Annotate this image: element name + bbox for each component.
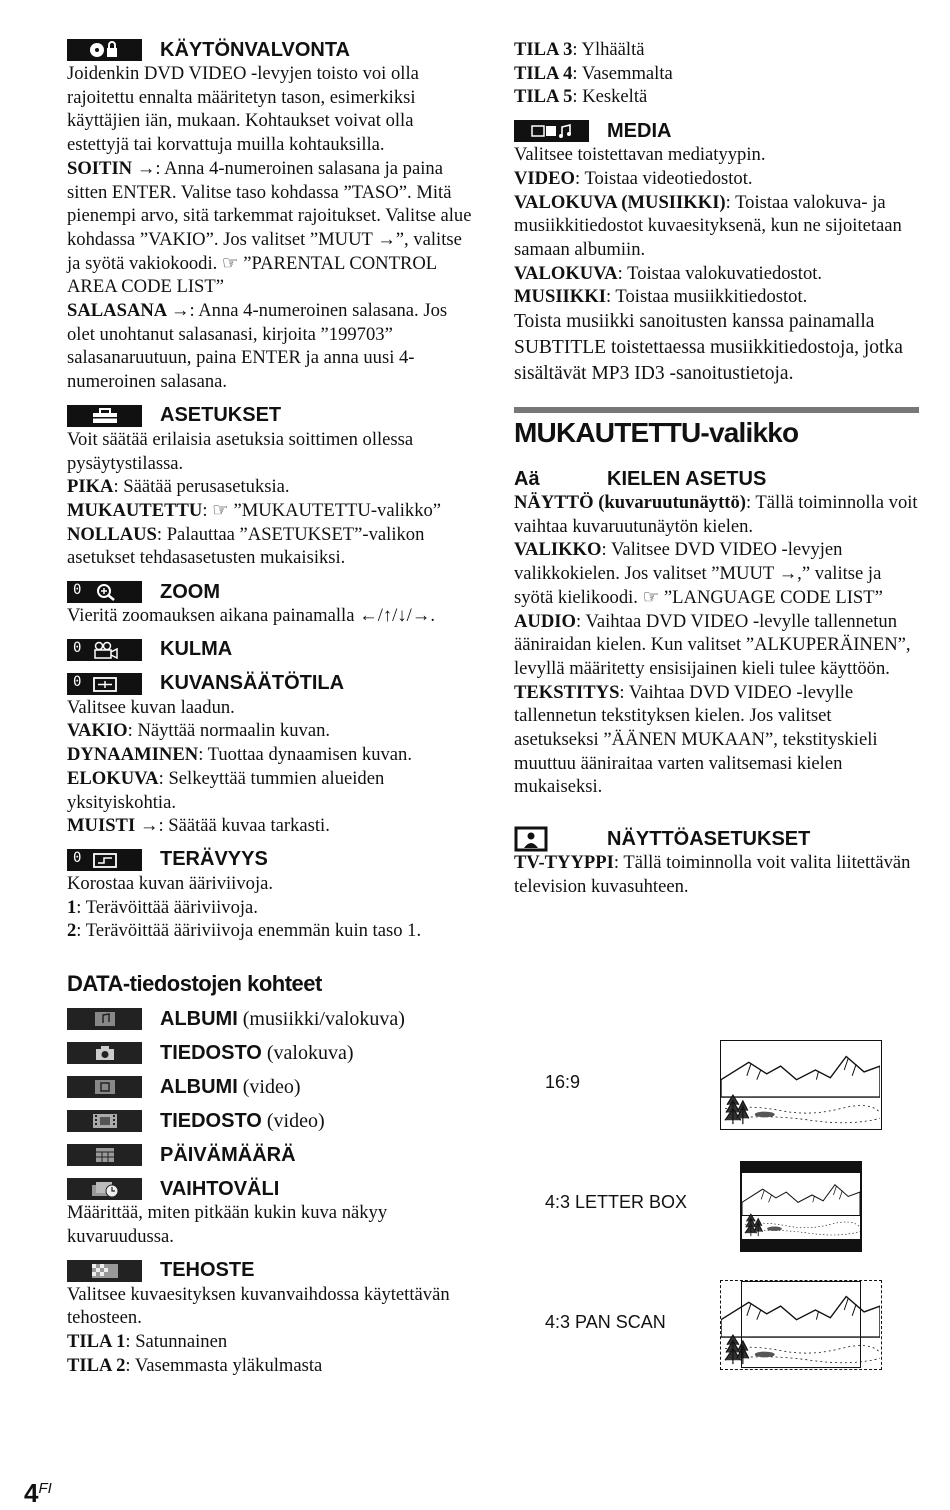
left-column	[67, 38, 477, 1377]
asetukset-pika	[67, 475, 477, 499]
term-text: : Ylhäältä	[572, 39, 645, 60]
section-tehoste	[67, 1259, 477, 1283]
item-title-main: VAIHTOVÄLI	[160, 1177, 280, 1200]
term-label: TV-TYYPPI	[514, 852, 614, 874]
term-label: ELOKUVA	[67, 767, 159, 789]
effect-checker-icon	[67, 1260, 142, 1282]
item-title-main: ALBUMI	[160, 1007, 238, 1030]
term-text: : Tuottaa dynaamisen kuvan.	[198, 744, 412, 766]
item-title-rest: (video)	[261, 1109, 325, 1132]
kv-soitin	[67, 157, 477, 299]
kuvansaato-intro: Valitsee kuvan laadun.	[67, 696, 235, 718]
media-video	[514, 167, 919, 191]
section-teravyys	[67, 848, 477, 872]
kuvansaato-vakio	[67, 719, 477, 743]
tv-option-label: 16:9	[545, 1072, 581, 1092]
data-item-album-music	[67, 1007, 477, 1031]
term-label: DYNAAMINEN	[67, 744, 199, 766]
term-text: : Valitsee DVD VIDEO -levyjen valikkokielen. Jos valitset ”MUUT →,” valitse ja syötä kielikoodi. ☞ ”LANGUAGE CODE LIST”	[514, 539, 883, 608]
term-label: TILA 2	[67, 1354, 126, 1376]
tv-option-label: 4:3 LETTER BOX	[545, 1192, 688, 1212]
photo-camera-icon	[67, 1042, 142, 1064]
kuvansaato-muisti	[67, 814, 477, 838]
section-title: KULMA	[160, 638, 233, 661]
tehoste-tila2	[67, 1354, 477, 1378]
film-strip-icon	[67, 1110, 142, 1132]
album-music-icon	[67, 1008, 142, 1030]
tv-option-label: 4:3 PAN SCAN	[545, 1312, 666, 1332]
term-label: NÄYTTÖ (kuvaruutunäyttö)	[514, 492, 746, 514]
media-intro: Valitsee toistettavan mediatyypin.	[514, 144, 766, 166]
term-label: TILA 4	[514, 62, 573, 84]
data-item-file-video	[67, 1109, 477, 1133]
letterbox-picture	[742, 1173, 860, 1239]
media-type-icon	[514, 120, 589, 142]
section-kielen-asetus	[514, 467, 919, 491]
data-items-heading: DATA-tiedostojen kohteet	[67, 971, 322, 997]
term-text: : Säätää perusasetuksia.	[113, 476, 290, 498]
tv-letterbox-illustration	[740, 1161, 862, 1252]
item-title-rest: (video)	[237, 1075, 301, 1098]
term-label: MUISTI →	[67, 815, 159, 837]
term-text: : Tällä toiminnolla voit valita liitettävän television kuvasuhteen.	[514, 852, 911, 897]
item-title	[160, 1008, 405, 1031]
term-text: : Toistaa musiikkitiedostot.	[605, 286, 808, 308]
term-label: MUKAUTETTU	[67, 499, 203, 521]
item-title-main: TIEDOSTO	[160, 1109, 262, 1132]
section-title: KIELEN ASETUS	[607, 467, 767, 490]
section-kayttonvalvonta	[67, 38, 477, 62]
tila5-line	[514, 85, 919, 109]
teravyys-level2	[67, 919, 477, 943]
media-valokuva-musiikki	[514, 191, 919, 262]
kielen-naytto	[514, 491, 919, 538]
term-label: SALASANA →	[67, 300, 190, 322]
section-title: TERÄVYYS	[160, 848, 268, 871]
tehoste-tila1	[67, 1330, 477, 1354]
page-number-value: 4	[24, 1478, 39, 1508]
page-number	[24, 1478, 52, 1509]
term-text: : Selkeyttää tummien alueiden yksityiskohtia.	[67, 767, 385, 813]
section-title: NÄYTTÖASETUKSET	[607, 827, 811, 850]
item-title-main: TIEDOSTO	[160, 1041, 262, 1064]
section-nayttoasetukset	[514, 827, 919, 851]
term-label: 2	[67, 920, 77, 942]
section-asetukset	[67, 404, 477, 428]
term-text: : Toistaa valokuvatiedostot.	[617, 262, 823, 284]
language-icon-glyph: Aä	[514, 467, 540, 490]
item-title	[160, 1110, 325, 1133]
term-label: VALIKKO	[514, 539, 602, 561]
data-item-album-video	[67, 1075, 477, 1099]
term-text: : ☞ ”MUKAUTETTU-valikko”	[202, 499, 442, 521]
term-label: SOITIN →	[67, 157, 156, 179]
term-text: : Vasemmalta	[572, 62, 673, 84]
term-label: VALOKUVA (MUSIIKKI)	[514, 191, 726, 213]
kuvansaato-elokuva	[67, 767, 477, 814]
teravyys-intro: Korostaa kuvan ääriviivoja.	[67, 872, 274, 894]
term-label: NOLLAUS	[67, 523, 157, 545]
term-label: VAKIO	[67, 720, 128, 742]
data-item-file-photo	[67, 1041, 477, 1065]
vaihtovali-text: Määrittää, miten pitkään kukin kuva näkyy kuvaruudussa.	[67, 1202, 388, 1247]
term-text: : Keskeltä	[572, 86, 648, 108]
term-text: : Säätää kuvaa tarkasti.	[158, 815, 330, 837]
tila4-line	[514, 62, 919, 86]
item-title-main: ALBUMI	[160, 1075, 238, 1098]
item-title-main: PÄIVÄMÄÄRÄ	[160, 1143, 296, 1166]
term-label: MUSIIKKI	[514, 286, 606, 308]
term-label: TILA 1	[67, 1330, 126, 1352]
section-title: ZOOM	[160, 580, 220, 603]
term-label: TILA 5	[514, 86, 573, 108]
parental-lock-icon	[67, 39, 142, 61]
term-text: : Terävöittää ääriviivoja enemmän kuin taso 1.	[76, 920, 422, 942]
section-title: TEHOSTE	[160, 1259, 255, 1281]
term-text: : Anna 4-numeroinen salasana ja paina sitten ENTER. Valitse taso kohdassa ”TASO”. Mitä pienempi arvo, sitä tarkemmat rajoitukset. Valitse alue kohdassa ”VAKIO”. Jos valitset ”MUUT →”, valitse ja syötä vakiokoodi. ☞ ”PARENTAL CONTROL AREA CODE LIST”	[67, 157, 472, 298]
term-label: VIDEO	[514, 167, 575, 189]
data-item-interval	[67, 1177, 477, 1201]
term-label: AUDIO	[514, 610, 576, 632]
section-kuvansaatotila	[67, 672, 477, 696]
term-text: : Vasemmasta yläkulmasta	[125, 1354, 323, 1376]
asetukset-mukautettu	[67, 499, 477, 523]
item-title	[160, 1144, 296, 1167]
kielen-tekstitys	[514, 681, 919, 800]
right-column	[514, 38, 919, 899]
section-kulma	[67, 638, 477, 662]
media-valokuva	[514, 262, 919, 286]
tv-panscan-illustration	[720, 1280, 882, 1370]
tila3-line	[514, 38, 919, 62]
tehoste-intro: Valitsee kuvaesityksen kuvanvaihdossa käytettävän tehosteen.	[67, 1283, 450, 1329]
page-language-suffix: FI	[38, 1480, 52, 1497]
picture-mode-icon: 0	[67, 673, 142, 695]
teravyys-level1	[67, 896, 477, 920]
page-title: MUKAUTETTU-valikko	[514, 407, 919, 449]
item-title	[160, 1042, 354, 1065]
term-label: TILA 3	[514, 39, 573, 60]
section-title: MEDIA	[607, 119, 672, 142]
album-video-icon	[67, 1076, 142, 1098]
term-text: : Terävöittää ääriviivoja.	[76, 896, 258, 918]
asetukset-nollaus	[67, 523, 477, 570]
term-text: : Toistaa valokuva- ja musiikkitiedostot kuvaesityksenä, kun ne sijoitetaan samaan albumiin.	[514, 191, 902, 260]
camera-angle-icon: 0	[67, 639, 142, 661]
term-label: 1	[67, 896, 77, 918]
section-title: KÄYTÖNVALVONTA	[160, 38, 350, 61]
toolbox-icon	[67, 405, 142, 427]
section-media	[514, 119, 919, 143]
term-text: : Tällä toiminnolla voit vaihtaa kuvaruutunäytön kielen.	[514, 492, 918, 537]
item-title	[160, 1178, 279, 1201]
slideshow-clock-icon	[67, 1178, 142, 1200]
kv-intro: Joidenkin DVD VIDEO -levyjen toisto voi olla rajoitettu ennalta määritetyn tason, esimerkiksi käyttäjien iän, mukaan. Kohtaukset voivat olla estettyjä tai korvattuja muilla kohtauksilla.	[67, 63, 419, 156]
sharpness-icon: 0	[67, 849, 142, 871]
section-title: KUVANSÄÄTÖTILA	[160, 672, 345, 695]
kielen-audio	[514, 610, 919, 681]
media-note: Toista musiikki sanoitusten kanssa painamalla SUBTITLE toistettaessa musiikkitiedostoja, jotka sisältävät MP3 ID3 -sanoitustietoja.	[514, 311, 903, 385]
kuvansaato-dynaaminen	[67, 743, 477, 767]
term-text: : Vaihtaa DVD VIDEO -levylle tallennetun tekstityksen kielen. Jos valitset asetukseksi ”ÄÄNEN MUKAAN”, tekstityskieli muuttuu ääniraitaa varten valitsemasi kielen mukaiseksi.	[514, 681, 878, 798]
term-text: : Satunnainen	[125, 1330, 228, 1352]
item-title-rest: (musiikki/valokuva)	[237, 1007, 405, 1030]
term-label: TEKSTITYS	[514, 681, 620, 703]
term-text: : Vaihtaa DVD VIDEO -levylle tallennetun ääniraidan kielen. Kun valitset ”ALKUPERÄINEN”, levyllä määritetty ensisijainen kieli tulee käyttöön.	[514, 610, 911, 679]
term-text: : Palauttaa ”ASETUKSET”-valikon asetukset tehdasasetusten mukaisiksi.	[67, 523, 425, 569]
kielen-valikko	[514, 538, 919, 609]
naytto-tv-tyyppi	[514, 851, 919, 898]
language-icon	[514, 466, 589, 492]
term-label: PIKA	[67, 476, 114, 498]
media-musiikki	[514, 285, 919, 309]
zoom-magnifier-icon: 0	[67, 581, 142, 603]
term-text: : Anna 4-numeroinen salasana. Jos olet unohtanut salasanasi, kirjoita ”199703” salasanaruutuun, paina ENTER ja anna uusi 4-numeroinen salasana.	[67, 300, 448, 393]
zoom-text: Vieritä zoomauksen aikana painamalla ←/↑/↓/→.	[67, 605, 436, 627]
item-title	[160, 1076, 301, 1099]
calendar-icon	[67, 1144, 142, 1166]
panscan-crop-frame	[741, 1281, 861, 1368]
term-text: : Näyttää normaalin kuvan.	[127, 720, 331, 742]
data-item-date	[67, 1143, 477, 1167]
term-text: : Toistaa videotiedostot.	[574, 167, 753, 189]
section-title: ASETUKSET	[160, 404, 282, 427]
tv-16-9-illustration	[720, 1040, 882, 1130]
section-zoom	[67, 580, 477, 604]
item-title-rest: (valokuva)	[261, 1041, 354, 1064]
kv-salasana	[67, 299, 477, 394]
screen-person-icon	[514, 826, 589, 852]
term-label: VALOKUVA	[514, 262, 618, 284]
asetukset-intro: Voit säätää erilaisia asetuksia soittimen ollessa pysäytystilassa.	[67, 428, 414, 474]
